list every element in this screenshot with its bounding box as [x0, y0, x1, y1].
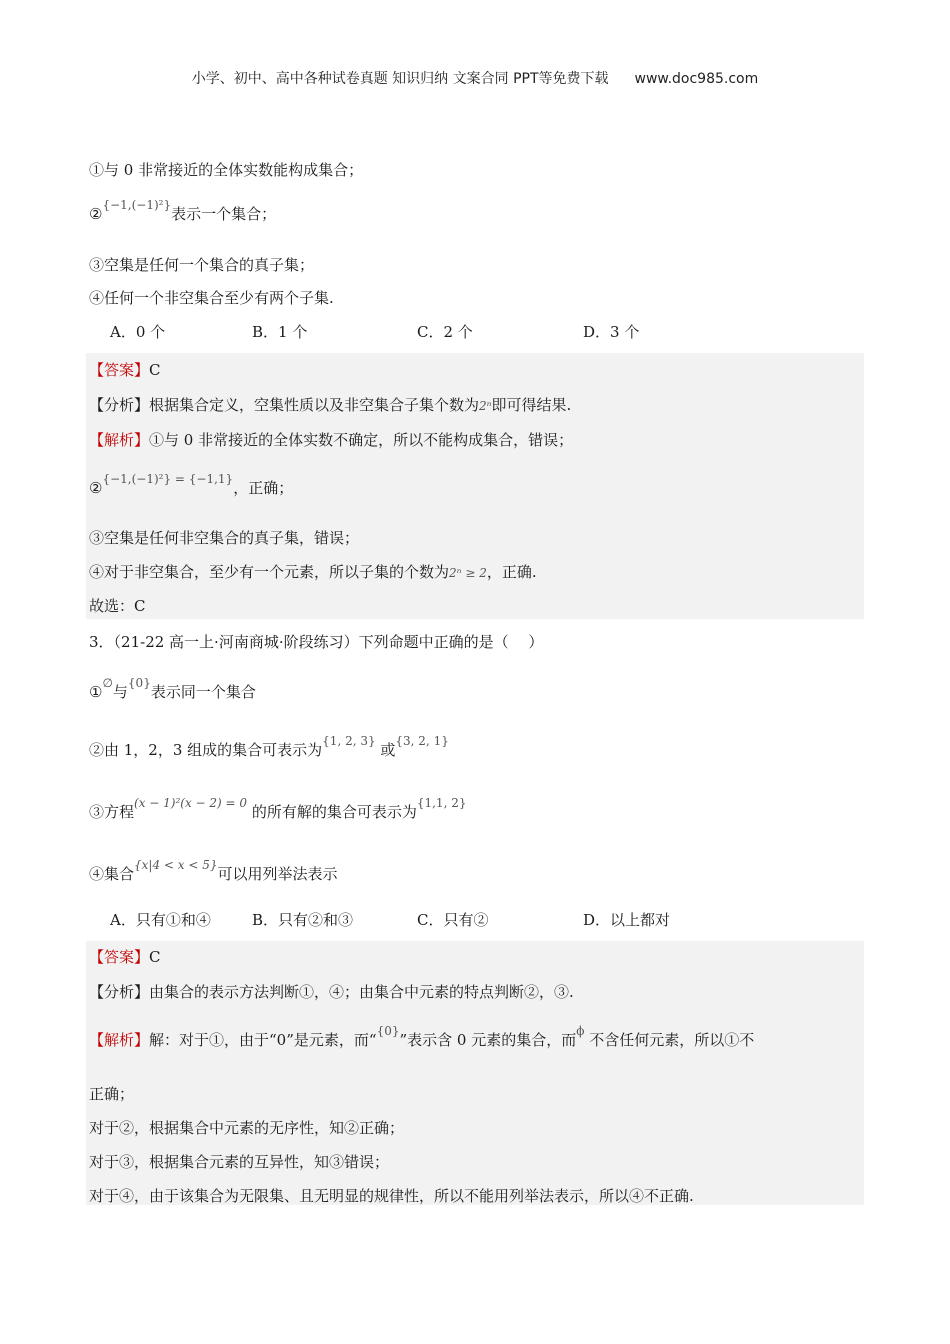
sol2-prefix: ② [89, 479, 103, 497]
q2-option-a: A．0 个 [110, 323, 166, 341]
q2-answer [89, 360, 161, 380]
analysis-text: 由集合的表示方法判断①，④；由集合中元素的特点判断②，③. [149, 983, 574, 1001]
answer-tag: 【答案】 [89, 361, 150, 379]
analysis-text-post: 即可得结果. [491, 396, 572, 414]
q2-conclusion: 故选：C [89, 597, 146, 615]
page-header [0, 68, 950, 88]
analysis-text-pre: 根据集合定义，空集性质以及非空集合子集个数为 [149, 396, 480, 414]
answer-value: C [149, 948, 161, 966]
q3-solution-2: 对于②，根据集合中元素的无序性，知②正确； [89, 1119, 405, 1137]
q2-option-d: D．3 个 [583, 323, 640, 341]
q2-statement-2 [89, 198, 277, 225]
sol1-math-1: {0} [376, 1024, 400, 1038]
q3-s3-math-2: {1,1, 2} [416, 796, 467, 810]
q2-statement-4: ④任何一个非空集合至少有两个子集. [89, 289, 334, 307]
q3-solution-3: 对于③，根据集合元素的互异性，知③错误； [89, 1153, 390, 1171]
analysis-math: 2ⁿ [479, 399, 492, 413]
q2-solution-1 [89, 430, 573, 450]
q3-s4-pre: ④集合 [89, 865, 135, 883]
q3-option-a: A．只有①和④ [110, 911, 211, 929]
sol1-a: 解：对于①，由于“0”是元素，而“ [149, 1031, 377, 1049]
analysis-tag: 【分析】 [89, 983, 150, 1001]
q2-option-c: C．2 个 [417, 323, 473, 341]
q3-option-c: C．只有② [417, 911, 489, 929]
answer-tag: 【答案】 [89, 948, 150, 966]
q3-stem: 3．（21-22 高一上·河南商城·阶段练习）下列命题中正确的是（ ） [89, 633, 544, 651]
q3-s1-prefix: ① [89, 683, 103, 701]
q2-analysis [89, 395, 571, 416]
sol1-b: ”表示含 0 元素的集合，而 [399, 1031, 577, 1049]
q3-s1-math: {0} [127, 676, 151, 690]
solution-tag: 【解析】 [89, 1031, 150, 1049]
q3-answer [89, 947, 161, 967]
q3-s4-post: 可以用列举法表示 [217, 865, 338, 883]
sol4-post: ，正确. [486, 563, 537, 581]
q3-s2-pre: ②由 1，2，3 组成的集合可表示为 [89, 741, 323, 759]
q3-s3-mid: 的所有解的集合可表示为 [251, 803, 417, 821]
q3-option-d: D．以上都对 [583, 911, 671, 929]
q2-statement-3: ③空集是任何一个集合的真子集； [89, 256, 315, 274]
q3-s2-math-2: {3, 2, 1} [395, 734, 449, 748]
sol2-suffix: ，正确； [233, 479, 294, 497]
q3-option-b: B．只有②和③ [252, 911, 354, 929]
q3-statement-1 [89, 676, 256, 703]
q3-s1-suffix: 表示同一个集合 [150, 683, 256, 701]
header-url[interactable]: www.doc985.com [634, 71, 759, 87]
q2-solution-3: ③空集是任何非空集合的真子集，错误； [89, 529, 360, 547]
q2-option-b: B．1 个 [252, 323, 308, 341]
q3-statement-4 [89, 858, 338, 885]
solution-text: ①与 0 非常接近的全体实数不确定，所以不能构成集合，错误； [149, 431, 574, 449]
empty-set-symbol: ∅ [102, 676, 113, 690]
q3-s1-mid: 与 [112, 683, 128, 701]
q2-s2-math: {−1,(−1)²} [102, 198, 172, 212]
q2-s2-prefix: ② [89, 205, 103, 223]
q3-statement-2 [89, 734, 449, 761]
sol4-math: 2ⁿ ≥ 2 [449, 566, 487, 580]
sol2-math: {−1,(−1)²} = {−1,1} [102, 472, 234, 486]
q3-s3-pre: ③方程 [89, 803, 135, 821]
answer-value: C [149, 361, 161, 379]
phi-symbol: ϕ [576, 1024, 585, 1038]
analysis-tag: 【分析】 [89, 396, 150, 414]
q3-s2-math-1: {1, 2, 3} [322, 734, 376, 748]
q3-solution-1 [89, 1024, 755, 1051]
solution-tag: 【解析】 [89, 431, 150, 449]
q3-statement-3 [89, 796, 467, 823]
q2-solution-4 [89, 562, 537, 583]
q3-solution-4: 对于④，由于该集合为无限集、且无明显的规律性，所以不能用列举法表示，所以④不正确. [89, 1187, 694, 1205]
q3-s4-math: {x|4 < x < 5} [134, 858, 218, 872]
header-text: 小学、初中、高中各种试卷真题 知识归纳 文案合同 PPT等免费下载 [191, 71, 609, 87]
q2-s2-suffix: 表示一个集合； [171, 205, 277, 223]
q2-statement-1: ①与 0 非常接近的全体实数能构成集合； [89, 161, 364, 179]
q3-analysis [89, 982, 574, 1002]
q3-solution-1-cont: 正确； [89, 1085, 135, 1103]
q2-solution-2 [89, 472, 294, 499]
sol1-c: 不含任何元素，所以①不 [589, 1031, 755, 1049]
q3-s2-mid: 或 [380, 741, 396, 759]
sol4-pre: ④对于非空集合，至少有一个元素，所以子集的个数为 [89, 563, 450, 581]
q3-s3-math-1: (x − 1)²(x − 2) = 0 [134, 796, 248, 810]
